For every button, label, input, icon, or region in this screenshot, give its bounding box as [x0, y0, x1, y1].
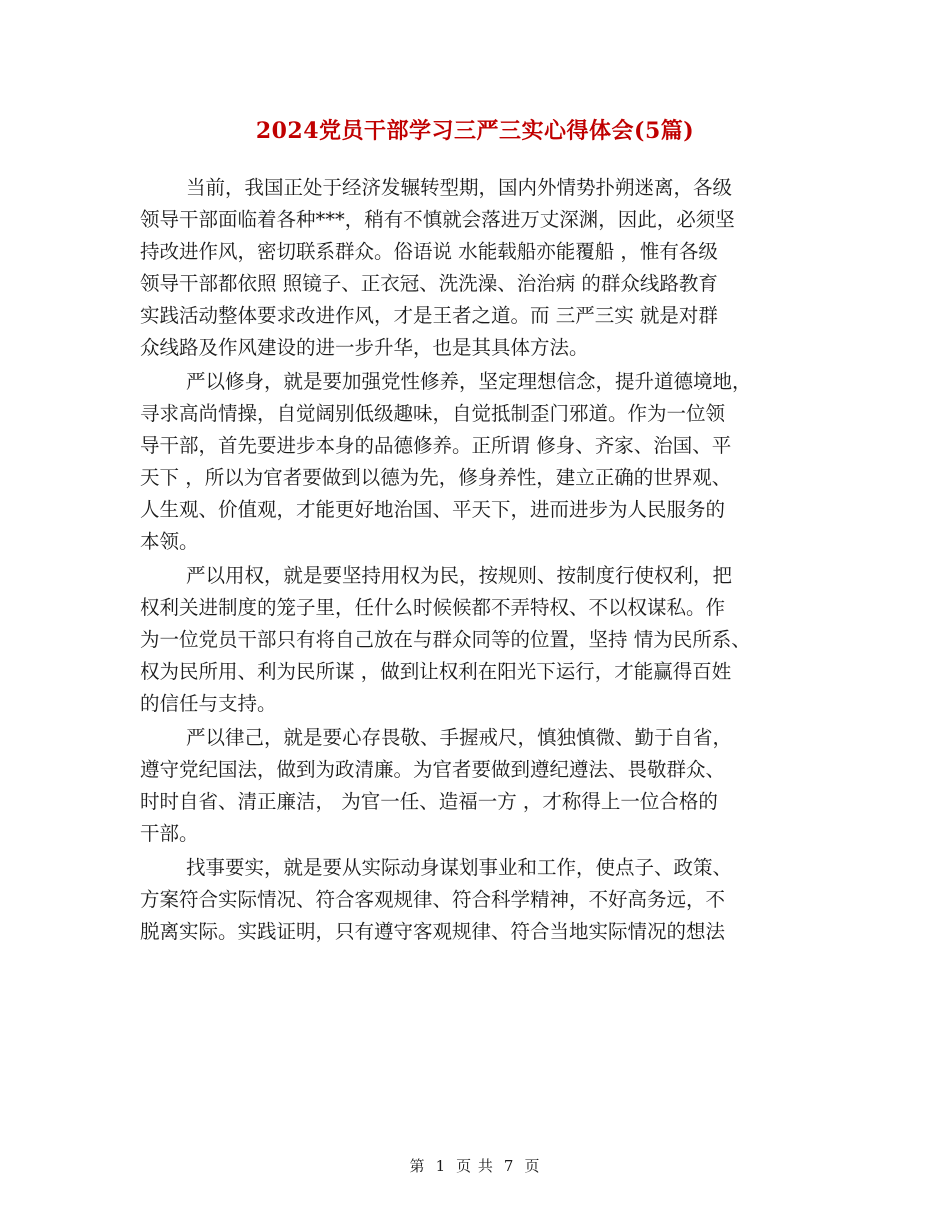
paragraph-line: 权为民所用、利为民所谋 ，做到让权利在阳光下运行，才能赢得百姓	[140, 660, 732, 683]
paragraph-line: 干部。	[140, 822, 199, 845]
paragraph-line: 本领。	[140, 530, 199, 553]
paragraph-line: 权利关进制度的笼子里，任什么时候候都不弄特权、不以权谋私。作	[140, 596, 726, 619]
paragraph-line: 当前，我国正处于经济发辗转型期，国内外情势扑朔迷离，各级	[186, 176, 733, 199]
paragraph	[140, 560, 820, 720]
footer-page-suffix: 页	[524, 1157, 541, 1175]
paragraph-line: 为一位党员干部只有将自己放在与群众同等的位置，坚持 情为民所系、	[140, 628, 751, 651]
footer-page-total: 7	[503, 1157, 515, 1175]
paragraph-line: 领导干部都依照 照镜子、正衣冠、洗洗澡、治治病 的群众线路教育	[140, 272, 718, 295]
paragraph-line: 众线路及作风建设的进一步升华，也是其具体方法。	[140, 336, 589, 359]
paragraph-line: 遵守党纪国法，做到为政清廉。为官者要做到遵纪遵法、畏敬群众、	[140, 758, 726, 781]
paragraph-line: 导干部，首先要进步本身的品德修养。正所谓 修身、齐家、治国、平	[140, 434, 732, 457]
paragraph-line: 严以修身，就是要加强党性修养，坚定理想信念，提升道德境地，	[186, 370, 752, 393]
paragraph-line: 方案符合实际情况、符合客观规律、符合科学精神，不好高务远，不	[140, 888, 726, 911]
paragraph-line: 时时自省、清正廉洁， 为官一任、造福一方 ，才称得上一位合格的	[140, 790, 718, 813]
paragraph-line: 领导干部面临着各种***，稍有不慎就会落进万丈深渊，因此，必须坚	[140, 208, 735, 231]
paragraph-line: 天下 ，所以为官者要做到以德为先，修身养性，建立正确的世界观、	[140, 466, 732, 489]
paragraph	[140, 366, 820, 558]
paragraph-line: 人生观、价值观，才能更好地治国、平天下，进而进步为人民服务的	[140, 498, 726, 521]
paragraph-line: 实践活动整体要求改进作风，才是王者之道。而 三严三实 就是对群	[140, 304, 718, 327]
paragraph-line: 严以律己，就是要心存畏敬、手握戒尺，慎独慎微、勤于自省，	[186, 726, 733, 749]
paragraph-line: 持改进作风，密切联系群众。俗语说 水能载船亦能覆船 ，惟有各级	[140, 240, 718, 263]
footer-page-prefix: 第	[409, 1157, 426, 1175]
paragraph-line: 找事要实，就是要从实际动身谋划事业和工作，使点子、政策、	[186, 856, 733, 879]
paragraph	[140, 852, 820, 948]
footer-page-number: 1	[435, 1157, 447, 1175]
paragraph-line: 寻求高尚情操，自觉阔别低级趣味，自觉抵制歪门邪道。作为一位领	[140, 402, 726, 425]
paragraph-line: 严以用权，就是要坚持用权为民，按规则、按制度行使权利，把	[186, 564, 733, 587]
footer-page-middle: 页 共	[456, 1157, 494, 1175]
paragraph	[140, 722, 820, 850]
paragraph-line: 的信任与支持。	[140, 692, 277, 715]
document-body	[140, 172, 820, 948]
page-footer	[0, 1155, 950, 1176]
paragraph	[140, 172, 820, 364]
paragraph-line: 脱离实际。实践证明，只有遵守客观规律、符合当地实际情况的想法	[140, 920, 726, 943]
document-title: 2024党员干部学习三严三实心得体会(5篇)	[255, 118, 695, 144]
